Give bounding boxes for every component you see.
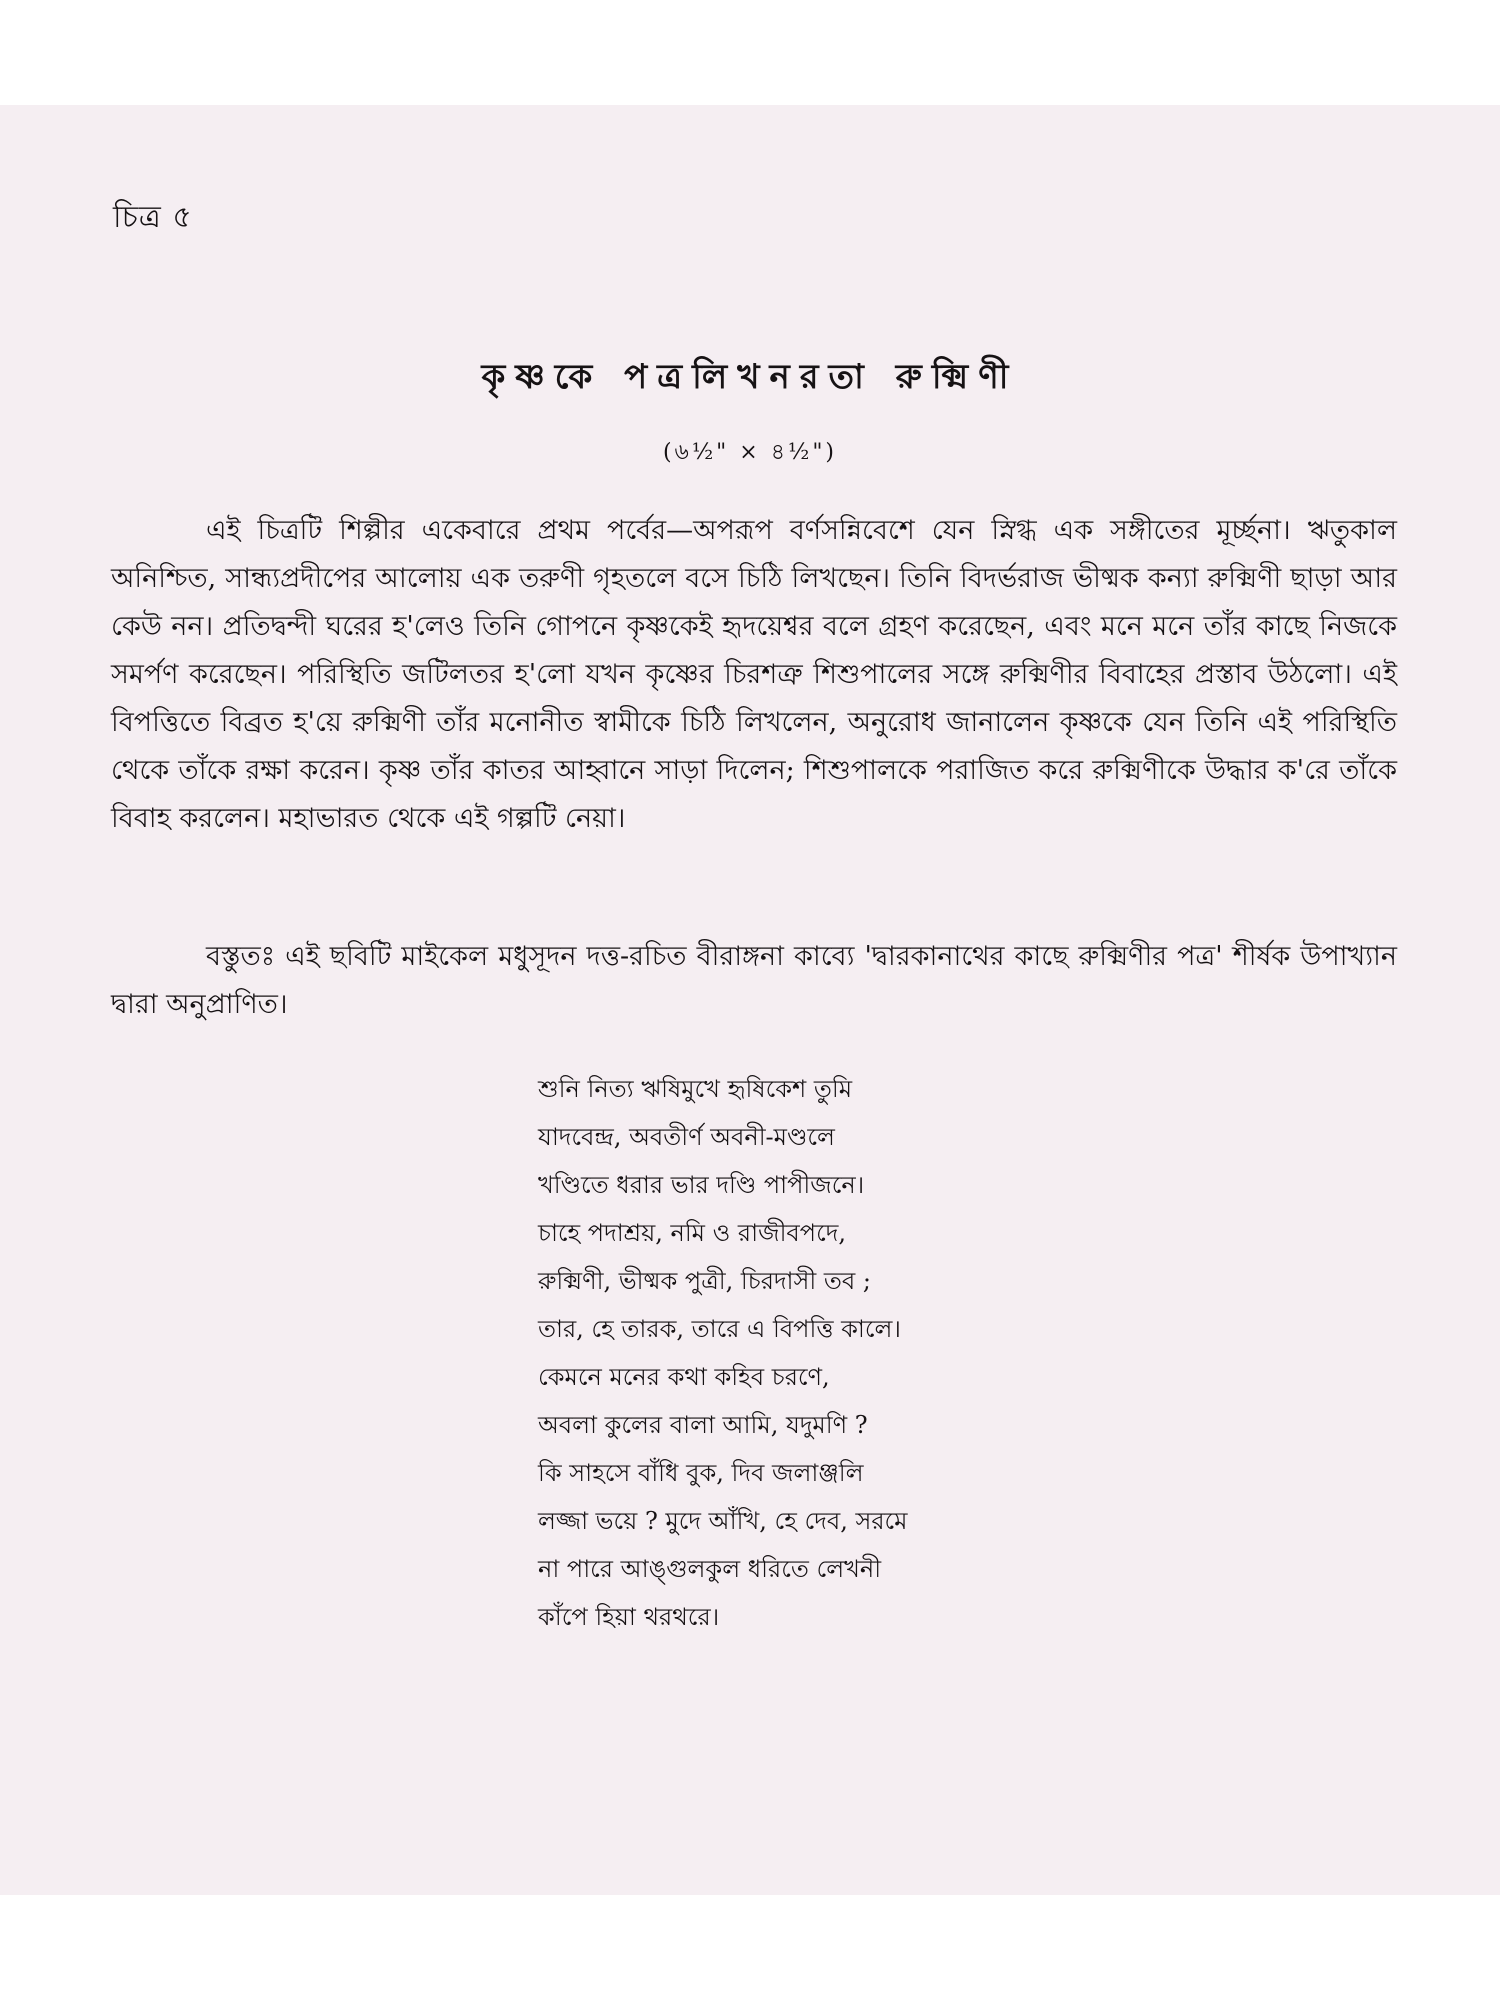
poem-line: চাহে পদাশ্রয়, নমি ও রাজীবপদে, xyxy=(538,1219,846,1247)
poem-line: খণ্ডিতে ধরার ভার দণ্ডি পাপীজনে। xyxy=(538,1171,865,1199)
poem-line: যাদবেন্দ্র, অবতীর্ণ অবনী-মণ্ডলে xyxy=(538,1123,835,1151)
description-paragraph: এই চিত্রটি শিল্পীর একেবারে প্রথম পর্বের—অপরূপ বর্ণসন্নিবেশে যেন স্নিগ্ধ এক সঙ্গীতের মূর্চ্ছনা। ঋতুকাল অনিশ্চিত, সান্ধ্যপ্রদীপের আলোয় এক তরুণী গৃহতলে বসে চিঠি লিখছেন। তিনি বিদর্ভরাজ ভীষ্মক কন্যা রুক্মিণী ছাড়া আর কেউ নন। প্রতিদ্বন্দী ঘরের হ'লেও তিনি গোপনে কৃষ্ণকেই হৃদয়েশ্বর বলে গ্রহণ করেছেন, এবং মনে মনে তাঁর কাছে নিজকে সমর্পণ করেছেন। পরিস্থিতি জটিলতর হ'লো যখন কৃষ্ণের চিরশত্রু শিশুপালের সঙ্গে রুক্মিণীর বিবাহের প্রস্তাব উঠলো। এই বিপত্তিতে বিব্রত হ'য়ে রুক্মিণী তাঁর মনোনীত স্বামীকে চিঠি লিখলেন, অনুরোধ জানালেন কৃষ্ণকে যেন তিনি এই পরিস্থিতি থেকে তাঁকে রক্ষা করেন। কৃষ্ণ তাঁর কাতর আহ্বানে সাড়া দিলেন; শিশুপালকে পরাজিত করে রুক্মিণীকে উদ্ধার ক'রে তাঁকে বিবাহ করলেন। মহাভারত থেকে এই গল্পটি নেয়া। xyxy=(111,515,1397,834)
poem-line: কাঁপে হিয়া থরথরে। xyxy=(538,1603,720,1631)
poem-line: কেমনে মনের কথা কহিব চরণে, xyxy=(538,1363,830,1391)
poem-line: তার, হে তারক, তারে এ বিপত্তি কালে। xyxy=(538,1315,901,1343)
poem-line: না পারে আঙ্গুলকুল ধরিতে লেখনী xyxy=(538,1555,882,1583)
poem-line: রুক্মিণী, ভীষ্মক পুত্রী, চিরদাসী তব ; xyxy=(538,1267,871,1295)
page-title: কৃষ্ণকে পত্রলিখনরতা রুক্মিণী xyxy=(481,357,1019,397)
poem-excerpt xyxy=(538,1065,1098,1641)
painting-dimensions: (৬½" × ৪½") xyxy=(662,440,838,465)
book-page xyxy=(0,105,1500,1895)
poem-line: লজ্জা ভয়ে ? মুদে আঁখি, হে দেব, সরমে xyxy=(538,1507,908,1535)
poem-line: শুনি নিত্য ঋষিমুখে হৃষিকেশ তুমি xyxy=(538,1075,853,1103)
poem-line: অবলা কুলের বালা আমি, যদুমণি ? xyxy=(538,1411,868,1439)
poem-line: কি সাহসে বাঁধি বুক, দিব জলাঞ্জলি xyxy=(538,1459,864,1487)
inspiration-paragraph: বস্তুতঃ এই ছবিটি মাইকেল মধুসূদন দত্ত-রচিত বীরাঙ্গনা কাব্যে 'দ্বারকানাথের কাছে রুক্মিণীর পত্র' শীর্ষক উপাখ্যান দ্বারা অনুপ্রাণিত। xyxy=(111,941,1397,1020)
plate-label: চিত্র ৫ xyxy=(113,200,193,235)
